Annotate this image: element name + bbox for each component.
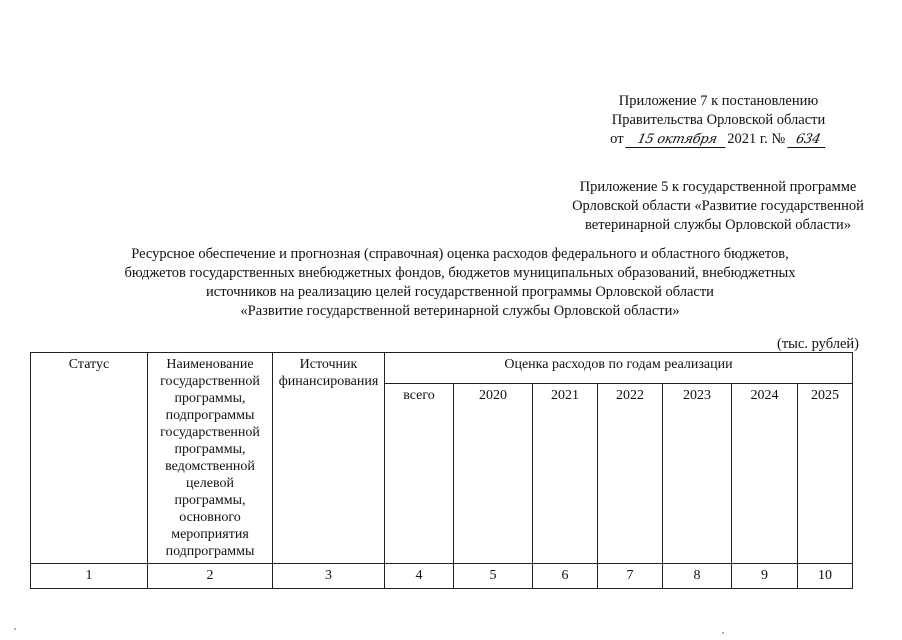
column-number: 9 [732, 564, 798, 589]
column-number: 3 [273, 564, 385, 589]
subheader-year: 2020 [454, 383, 533, 563]
budget-table [30, 352, 853, 589]
title-line-3: источников на реализацию целей государственной программы Орловской области [206, 284, 714, 300]
year-and-number-label: 2021 г. № [727, 131, 786, 147]
subheader-year: 2021 [533, 383, 598, 563]
column-number: 6 [533, 564, 598, 589]
appendix-7-line-2: Правительства Орловской области [611, 112, 826, 128]
header-program-name: Наименование государственной программы, подпрограммы государственной программы, ведомственной целевой программы, основного мероприятия подпрограммы [148, 353, 273, 564]
column-number: 10 [798, 564, 853, 589]
subheader-year: 2023 [663, 383, 732, 563]
units-label: (тыс. рублей) [777, 336, 859, 352]
subheader-year: 2024 [732, 383, 798, 563]
appendix-5-line-1: Приложение 5 к государственной программе [579, 179, 857, 195]
table-header-row [31, 353, 853, 384]
appendix-5-line-2: Орловской области «Развитие государственной [572, 198, 864, 214]
title-line-1: Ресурсное обеспечение и прогнозная (справочная) оценка расходов федерального и областного бюджетов, [131, 246, 789, 262]
column-number: 1 [31, 564, 148, 589]
header-status: Статус [31, 353, 148, 564]
subheader-year: 2022 [598, 383, 663, 563]
scan-speck [722, 632, 724, 634]
column-number: 4 [385, 564, 454, 589]
column-number: 5 [454, 564, 533, 589]
column-number: 2 [148, 564, 273, 589]
column-number-row [31, 564, 853, 589]
header-expense-estimate: Оценка расходов по годам реализации [385, 353, 853, 384]
column-number: 8 [663, 564, 732, 589]
appendix-7-line-1: Приложение 7 к постановлению [618, 93, 819, 109]
title-line-4: «Развитие государственной ветеринарной службы Орловской области» [240, 303, 680, 319]
appendix-7-header [596, 92, 841, 149]
header-funding-source: Источник финансирования [273, 353, 385, 564]
subheader-total: всего [385, 383, 454, 563]
title-line-2: бюджетов государственных внебюджетных фондов, бюджетов муниципальных образований, внебюджетных [124, 265, 796, 281]
subheader-year: 2025 [798, 383, 853, 563]
scan-speck [14, 628, 16, 630]
appendix-5-line-3: ветеринарной службы Орловской области» [585, 217, 851, 233]
handwritten-date: 15 октября [625, 132, 728, 148]
handwritten-decree-number: 634 [787, 132, 828, 148]
decree-date-number-line [610, 130, 827, 149]
column-number: 7 [598, 564, 663, 589]
appendix-5-header [548, 178, 888, 235]
from-prefix: от [610, 131, 624, 147]
document-title [60, 245, 860, 321]
